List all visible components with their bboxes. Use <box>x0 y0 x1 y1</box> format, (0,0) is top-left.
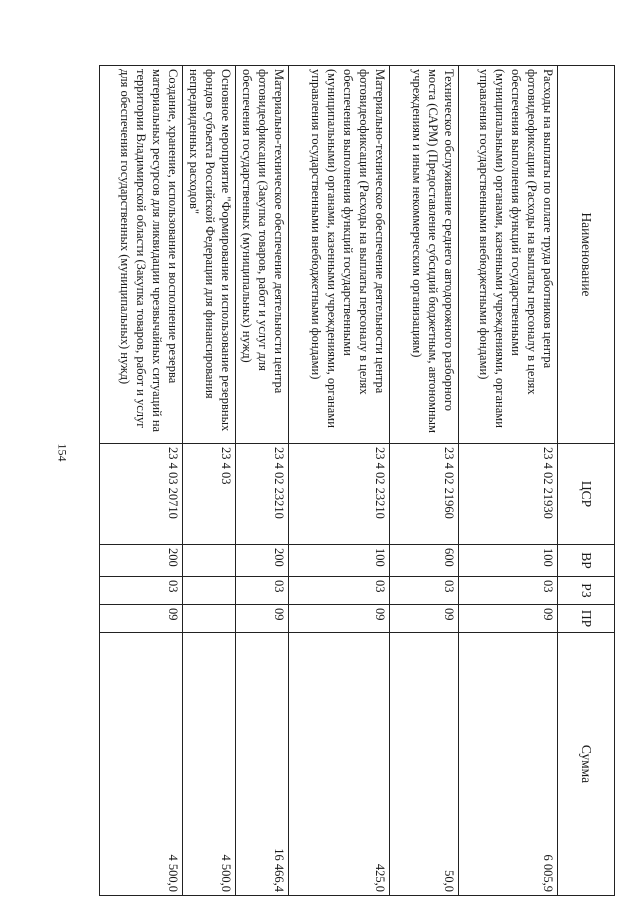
cell-vr: 200 <box>100 545 183 577</box>
cell-sum: 425,0 <box>289 633 390 896</box>
cell-vr: 100 <box>289 545 390 577</box>
cell-rz <box>183 577 236 605</box>
cell-vr: 200 <box>236 545 289 577</box>
table-row <box>100 66 183 896</box>
cell-rz: 03 <box>459 577 558 605</box>
cell-vr: 100 <box>459 545 558 577</box>
cell-csr: 23 4 02 21930 <box>459 444 558 545</box>
header-sum: Сумма <box>558 633 615 896</box>
cell-name: Техническое обслуживание среднего автодорожного разборного моста (САРМ) (Предоставление субсидий бюджетным, автономным учреждениям и иным некоммерческим организациям) <box>390 66 459 444</box>
header-csr: ЦСР <box>558 444 615 545</box>
cell-pr: 09 <box>236 605 289 633</box>
cell-csr: 23 4 02 23210 <box>289 444 390 545</box>
table-row <box>236 66 289 896</box>
cell-csr: 23 4 02 23210 <box>236 444 289 545</box>
rotated-page <box>115 65 615 895</box>
cell-rz: 03 <box>100 577 183 605</box>
budget-table <box>99 65 615 896</box>
cell-name: Материально-техническое обеспечение деятельности центра фотовидеофиксации (Расходы на выплаты персоналу в целях обеспечения выполнения функций государственными (муниципальными) органами, казенными учреждениями, органами управления государственными внебюджетными фондами) <box>289 66 390 444</box>
cell-sum: 16 466,4 <box>236 633 289 896</box>
cell-rz: 03 <box>289 577 390 605</box>
table-row <box>183 66 236 896</box>
cell-name: Расходы на выплаты по оплате труда работников центра фотовидеофиксации (Расходы на выплаты персоналу в целях обеспечения выполнения функций государственными (муниципальными) органами, казенными учреждениями, органами управления государственными внебюджетными фондами) <box>459 66 558 444</box>
header-name: Наименование <box>558 66 615 444</box>
header-vr: ВР <box>558 545 615 577</box>
cell-sum: 4 500,0 <box>183 633 236 896</box>
cell-vr <box>183 545 236 577</box>
cell-sum: 4 500,0 <box>100 633 183 896</box>
table-row <box>390 66 459 896</box>
cell-pr: 09 <box>390 605 459 633</box>
cell-pr: 09 <box>459 605 558 633</box>
table-row <box>459 66 558 896</box>
cell-pr: 09 <box>289 605 390 633</box>
cell-csr: 23 4 03 20710 <box>100 444 183 545</box>
table-header-row <box>558 66 615 896</box>
header-rz: РЗ <box>558 577 615 605</box>
cell-rz: 03 <box>390 577 459 605</box>
cell-sum: 6 005,9 <box>459 633 558 896</box>
cell-pr: 09 <box>100 605 183 633</box>
table-row <box>289 66 390 896</box>
cell-vr: 600 <box>390 545 459 577</box>
cell-pr <box>183 605 236 633</box>
cell-name: Материально-техническое обеспечение деятельности центра фотовидеофиксации (Закупка товаров, работ и услуг для обеспечения государственных (муниципальных) нужд) <box>236 66 289 444</box>
page-number: 154 <box>55 443 70 462</box>
cell-name: Создание, хранение, использование и восполнение резерва материальных ресурсов для ликвидации чрезвычайных ситуаций на территории Владимирской области (Закупка товаров, работ и услуг для обеспечения государственных (муниципальных) нужд) <box>100 66 183 444</box>
cell-sum: 50,0 <box>390 633 459 896</box>
cell-rz: 03 <box>236 577 289 605</box>
header-pr: ПР <box>558 605 615 633</box>
cell-csr: 23 4 02 21960 <box>390 444 459 545</box>
cell-csr: 23 4 03 <box>183 444 236 545</box>
cell-name: Основное мероприятие "Формирование и использование резервных фондов субъекта Российской Федерации для финансирования непредвиденных расходов" <box>183 66 236 444</box>
